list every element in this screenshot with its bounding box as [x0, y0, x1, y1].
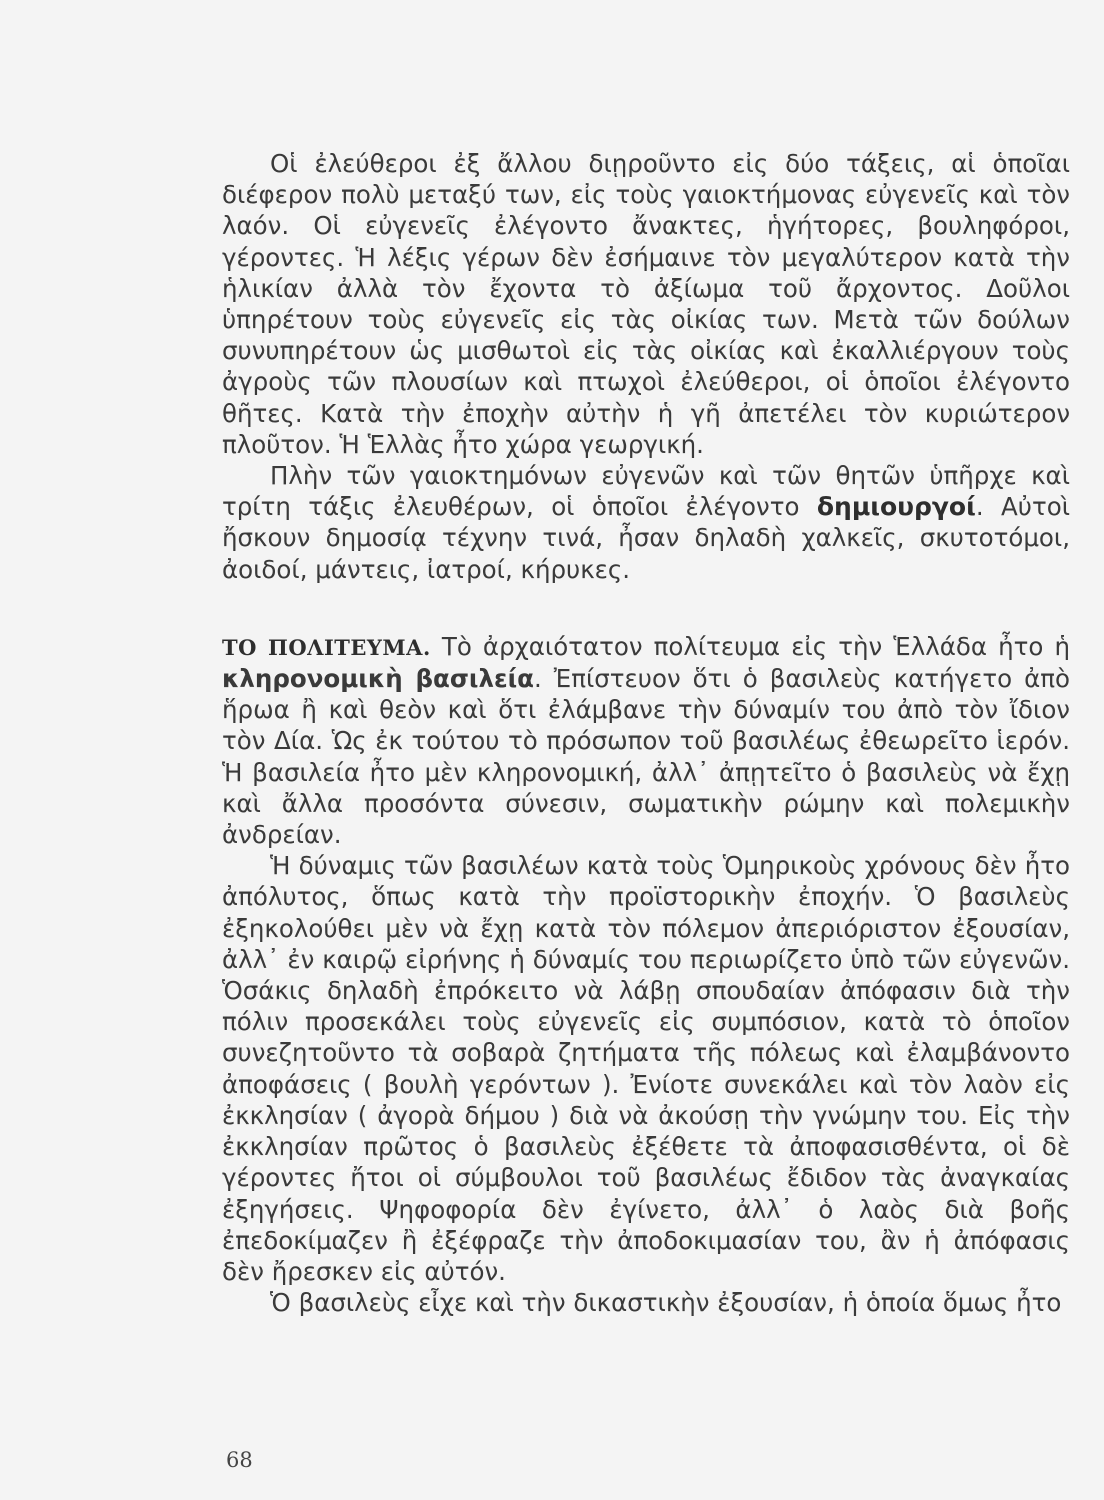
- paragraph-kings-power: Ἡ δύναμις τῶν βασιλέων κατὰ τοὺς Ὁμηρικοὺς χρόνους δὲν ἦτο ἀπόλυτος, ὅπως κατὰ τὴν προϊστορικὴν ἐποχήν. Ὁ βασιλεὺς ἐξηκολούθει μὲν νὰ ἔχῃ κατὰ τὸν πόλεμον ἀπεριόριστον ἐξουσίαν, ἀλλ᾽ ἐν καιρῷ εἰρήνης ἡ δύναμίς του περιωρίζετο ὑπὸ τῶν εὐγενῶν. Ὁσάκις δηλαδὴ ἐπρόκειτο νὰ λάβῃ σπουδαίαν ἀπόφασιν διὰ τὴν πόλιν προσεκάλει τοὺς εὐγενεῖς εἰς συμπόσιον, κατὰ τὸ ὁποῖον συνεζητοῦντο τὰ σοβαρὰ ζητήματα τῆς πόλεως καὶ ἐλαμβάνοντο ἀποφάσεις ( βουλὴ γερόντων ). Ἐνίοτε συνεκάλει καὶ τὸν λαὸν εἰς ἐκκλησίαν ( ἀγορὰ δήμου ) διὰ νὰ ἀκούσῃ τὴν γνώμην του. Εἰς τὴν ἐκκλησίαν πρῶτος ὁ βασιλεὺς ἐξέθετε τὰ ἀποφασισθέντα, οἱ δὲ γέροντες ἤτοι οἱ σύμβουλοι τοῦ βασιλέως ἔδιδον τὰς ἀναγκαίας ἐξηγήσεις. Ψηφοφορία δὲν ἐγίνετο, ἀλλ᾽ ὁ λαὸς διὰ βοῆς ἐπεδοκίμαζεν ἢ ἐξέφραζε τὴν ἀποδοκιμασίαν του, ἂν ἡ ἀπόφασις δὲν ἤρεσκεν εἰς αὐτόν.: [222, 851, 1070, 1286]
- paragraph-text: Τὸ ἀρχαιότατον πολίτευμα εἰς τὴν Ἑλλάδα ἦτο ἡ: [430, 631, 1070, 661]
- paragraph-polity: [222, 631, 1070, 850]
- section-heading: ΤΟ ΠΟΛΙΤΕΥΜΑ: [222, 634, 423, 660]
- paragraph-judicial: Ὁ βασιλεὺς εἶχε καὶ τὴν δικαστικὴν ἐξουσίαν, ἡ ὁποία ὅμως ἦτο: [270, 1288, 1062, 1318]
- paragraph-demiourgoi: [222, 460, 1070, 585]
- page-text: [222, 148, 1070, 1318]
- emphasis-term: κληρονομικὴ βασιλεία: [222, 664, 534, 694]
- paragraph-text: Πλὴν τῶν γαιοκτημόνων εὐγενῶν καὶ τῶν θητῶν ὑπῆρχε καὶ τρίτη τάξις ἐλευθέρων, οἱ ὁποῖοι ἐλέγοντο: [222, 461, 1070, 522]
- paragraph-free-classes: Οἱ ἐλεύθεροι ἐξ ἄλλου διῃροῦντο εἰς δύο τάξεις, αἱ ὁποῖαι διέφερον πολὺ μεταξύ των, εἰς τοὺς γαιοκτήμονας εὐγενεῖς καὶ τὸν λαόν. Οἱ εὐγενεῖς ἐλέγοντο ἄνακτες, ἡγήτορες, βουληφόροι, γέροντες. Ἡ λέξις γέρων δὲν ἐσήμαινε τὸν μεγαλύτερον κατὰ τὴν ἡλικίαν ἀλλὰ τὸν ἔχοντα τὸ ἀξίωμα τοῦ ἄρχοντος. Δοῦλοι ὑπηρέτουν τοὺς εὐγενεῖς εἰς τὰς οἰκίας των. Μετὰ τῶν δούλων συνυπηρέτουν ὡς μισθωτοὶ εἰς τὰς οἰκίας καὶ ἐκαλλιέργουν τοὺς ἀγροὺς τῶν πλουσίων καὶ πτωχοὶ ἐλεύθεροι, οἱ ὁποῖοι ἐλέγοντο θῆτες. Κατὰ τὴν ἐποχὴν αὐτὴν ἡ γῆ ἀπετέλει τὸν κυριώτερον πλοῦτον. Ἡ Ἑλλὰς ἦτο χώρα γεωργική.: [222, 149, 1070, 459]
- page-number: 68: [226, 1448, 253, 1472]
- emphasis-term: δημιουργοί: [816, 492, 976, 522]
- paragraph-text: . Ἐπίστευον ὅτι ὁ βασιλεὺς κατήγετο ἀπὸ ἥρωα ἢ καὶ θεὸν καὶ ὅτι ἐλάμβανε τὴν δύναμίν του ἀπὸ τὸν ἴδιον τὸν Δία. Ὡς ἐκ τούτου τὸ πρόσωπον τοῦ βασιλέως ἐθεωρεῖτο ἱερόν. Ἡ βασιλεία ἦτο μὲν κληρονομική, ἀλλ᾽ ἀπῃτεῖτο ὁ βασιλεὺς νὰ ἔχῃ καὶ ἄλλα προσόντα σύνεσιν, σωματικὴν ρώμην καὶ πολεμικὴν ἀνδρείαν.: [222, 664, 1070, 850]
- section-heading-punct: .: [422, 634, 431, 660]
- paragraph-text: . Αὐτοὶ ἤσκουν δημοσίᾳ τέχνην τινά, ἦσαν δηλαδὴ χαλκεῖς, σκυτοτόμοι, ἀοιδοί, μάντεις, ἰατροί, κήρυκες.: [222, 492, 1070, 584]
